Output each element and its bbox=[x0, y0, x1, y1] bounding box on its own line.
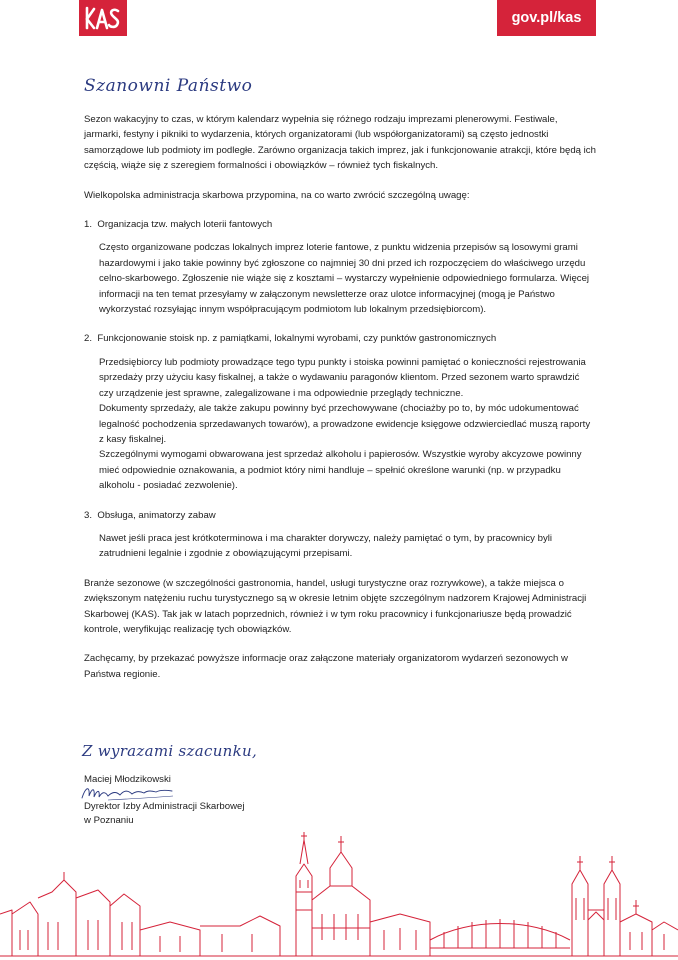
item-body bbox=[99, 531, 596, 562]
kas-logo-icon bbox=[79, 0, 127, 36]
seasonal-paragraph: Branże sezonowe (w szczególności gastronomia, handel, usługi turystyczne oraz rozrywkowe), a także miejsca o zwiększonym natężeniu ruchu turystycznego są w okresie letnim objęte szczególnym nadzorem Krajowej Administracji Skarbowej (KAS). Tak jak w latach poprzednich, również i w tym roku pracownicy i funkcjonariusze będą prowadzić kontrole, weryfikując realizację tych obowiązków. bbox=[84, 577, 587, 635]
item-paragraph: Przedsiębiorcy lub podmioty prowadzące tego typu punkty i stoiska powinni pamiętać o konieczności rejestrowania sprzedaży przy użyciu kasy fiskalnej, a także o wydawaniu paragonów klientom. Przed sezonem warto sprawdzić czy urządzenie jest sprawne, zalegalizowane i ma odpowiednie przeglądy techniczne. bbox=[99, 356, 586, 399]
closing-phrase: Z wyrazami szacunku, bbox=[82, 742, 258, 760]
lead-paragraph: Wielkopolska administracja skarbowa przypomina, na co warto zwrócić szczególną uwagę: bbox=[84, 189, 470, 201]
item-body bbox=[99, 240, 596, 317]
item-title: 2. Funkcjonowanie stoisk np. z pamiątkami, lokalnymi wyrobami, czy punktów gastronomicznych bbox=[84, 333, 497, 345]
item-paragraph: Często organizowane podczas lokalnych imprez loterie fantowe, z punktu widzenia przepisów są losowymi grami hazardowymi i jako takie powinny być zgłoszone co najmniej 30 dni przed ich rozpoczęciem do właściwego urzędu celno-skarbowego. Zgłoszenie nie wiąże się z kosztami – wystarczy wypełnienie odpowiedniego formularza. Więcej informacji na ten temat przesyłamy w załączonym newsletterze oraz ulotce informacyjnej (mogą je Państwo wykorzystać rozsyłając innym współpracującym podmiotom lub lokalnym przedsiębiorcom). bbox=[99, 242, 590, 316]
list-item bbox=[84, 331, 596, 493]
signer-name: Maciej Młodzikowski bbox=[84, 774, 171, 785]
item-paragraph: Szczególnymi wymogami obwarowana jest sprzedaż alkoholu i papierosów. Wszystkie wyroby akcyzowe powinny mieć odpowiednie oznakowania, a podmiot który nimi handluje – spełnić określone warunki (np. w przypadku alkoholu - posiadać zezwolenie). bbox=[99, 449, 582, 492]
item-paragraph: Nawet jeśli praca jest krótkoterminowa i ma charakter dorywczy, należy pamiętać o tym, by pracownicy byli zatrudnieni legalnie i zgodnie z obowiązującymi przepisami. bbox=[99, 532, 553, 560]
signer-title-line: w Poznaniu bbox=[84, 815, 134, 827]
item-title: 1. Organizacja tzw. małych loterii fantowych bbox=[84, 219, 273, 231]
item-body bbox=[99, 355, 596, 494]
poznan-skyline-illustration bbox=[0, 810, 678, 960]
signer-title-line: Dyrektor Izby Administracji Skarbowej bbox=[84, 801, 245, 812]
intro-paragraph: Sezon wakacyjny to czas, w którym kalendarz wypełnia się różnego rodzaju imprezami plenerowymi. Festiwale, jarmarki, festyny i pikniki to wydarzenia, których organizatorami (lub współorganizatorami) są często jednostki samorządowe lub podmioty im podległe. Zarówno organizacja takich imprez, jak i funkcjonowanie atrakcji, które będą ich częścią, wiąże się z szeregiem formalności i obowiązków – również tych fiskalnych. bbox=[84, 114, 596, 172]
item-title: 3. Obsługa, animatorzy zabaw bbox=[84, 509, 216, 521]
list-item bbox=[84, 508, 596, 562]
list-item bbox=[84, 217, 596, 317]
letter-body bbox=[84, 112, 596, 696]
kas-logo[interactable] bbox=[79, 0, 127, 36]
encourage-paragraph: Zachęcamy, by przekazać powyższe informacje oraz załączone materiały organizatorom wydarzeń sezonowych w Państwa regionie. bbox=[84, 653, 568, 680]
salutation: Szanowni Państwo bbox=[84, 76, 253, 96]
item-paragraph: Dokumenty sprzedaży, ale także zakupu powinny być przechowywane (chociażby po to, by móc udokumentować legalność pochodzenia sprzedawanych towarów), a prowadzone ewidencje księgowe odzwierciedlać muszą raporty z kasy fiskalnej. bbox=[99, 403, 591, 445]
gov-link[interactable]: gov.pl/kas bbox=[497, 0, 596, 36]
